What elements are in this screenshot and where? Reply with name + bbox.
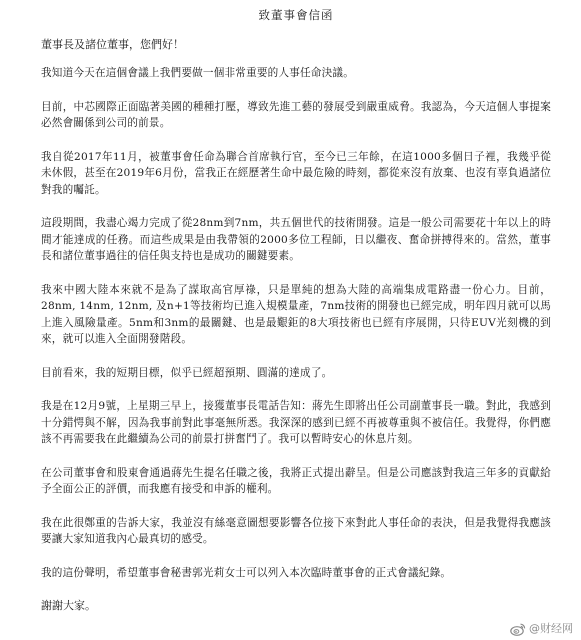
letter-title: 致董事會信函 bbox=[258, 8, 334, 22]
letter-closing: 謝謝大家。 bbox=[41, 599, 96, 612]
letter-paragraph: 我自從2017年11月，被董事會任命為聯合首席執行官，至今已三年餘，在這1000多個日子裡，我幾乎從未休假，甚至在2019年6月份，當我正在經歷著生命中最危險的時刻，都從來沒有放棄、也沒有辜負過諸位對我的囑託。 bbox=[41, 150, 551, 196]
letter-paragraph: 我的這份聲明，希望董事會秘書郭光莉女士可以列入本次臨時董事會的正式會議紀錄。 bbox=[41, 566, 452, 579]
letter-paragraph: 我知道今天在這個會議上我們要做一個非常重要的人事任命決議。 bbox=[41, 67, 355, 79]
weibo-icon bbox=[510, 622, 526, 636]
watermark bbox=[510, 622, 573, 636]
letter-paragraph: 在公司董事會和股東會通過蔣先生提名任職之後，我將正式提出辭呈。但是公司應該對我這三年多的貢獻給予全面公正的評價，而我應有接受和申訴的權利。 bbox=[41, 466, 551, 495]
letter-paragraph: 我是在12月9號，上星期三早上，接獲董事長電話告知：蔣先生即將出任公司副董事長一職。對此，我感到十分錯愕與不解，因為我事前對此事毫無所悉。我深深的感到已經不再被尊重與不被信任。我覺得，你們應該不再需要我在此繼續為公司的前景打拼奮鬥了。我可以暫時安心的休息片刻。 bbox=[41, 400, 551, 445]
letter-paragraph: 我來中國大陸本來就不是為了謀取高官厚祿，只是單純的想為大陸的高端集成電路盡一份心力。目前，28nm, 14nm, 12nm, 及n+1等技術均已進入規模量產，7nm技術的開發也已經完成，明年四月就可以馬上進入風險量產。5nm和3nm的最關鍵、也是最艱鉅的8大項技術也已經有序展開，只待EUV光刻機的到來，就可以進入全面開發階段。 bbox=[41, 283, 551, 345]
letter-paragraph: 目前，中芯國際正面臨著美國的種種打壓，導致先進工藝的發展受到嚴重威脅。我認為，今天這個人事提案必然會關係到公司的前景。 bbox=[41, 100, 551, 129]
letter-salutation: 董事長及諸位董事，您們好！ bbox=[41, 38, 184, 51]
letter-paragraph: 這段期間，我盡心竭力完成了從28nm到7nm，共五個世代的技術開發。這是一般公司需要花十年以上的時間才能達成的任務。而這些成果是由我帶領的2000多位工程師，日以繼夜、奮命拼搏得來的。當然，董事長和諸位董事過往的信任與支持也是成功的關鍵要素。 bbox=[41, 217, 551, 262]
letter-paragraph: 我在此很鄭重的告訴大家，我並沒有絲毫意圖想要影響各位接下來對此人事任命的表決，但是我覺得我應該要讓大家知道我內心最真切的感受。 bbox=[41, 516, 551, 545]
letter-paragraph: 目前看來，我的短期目標，似乎已經超預期、圓滿的達成了。 bbox=[41, 366, 333, 379]
watermark-text: @财经网 bbox=[529, 622, 573, 635]
